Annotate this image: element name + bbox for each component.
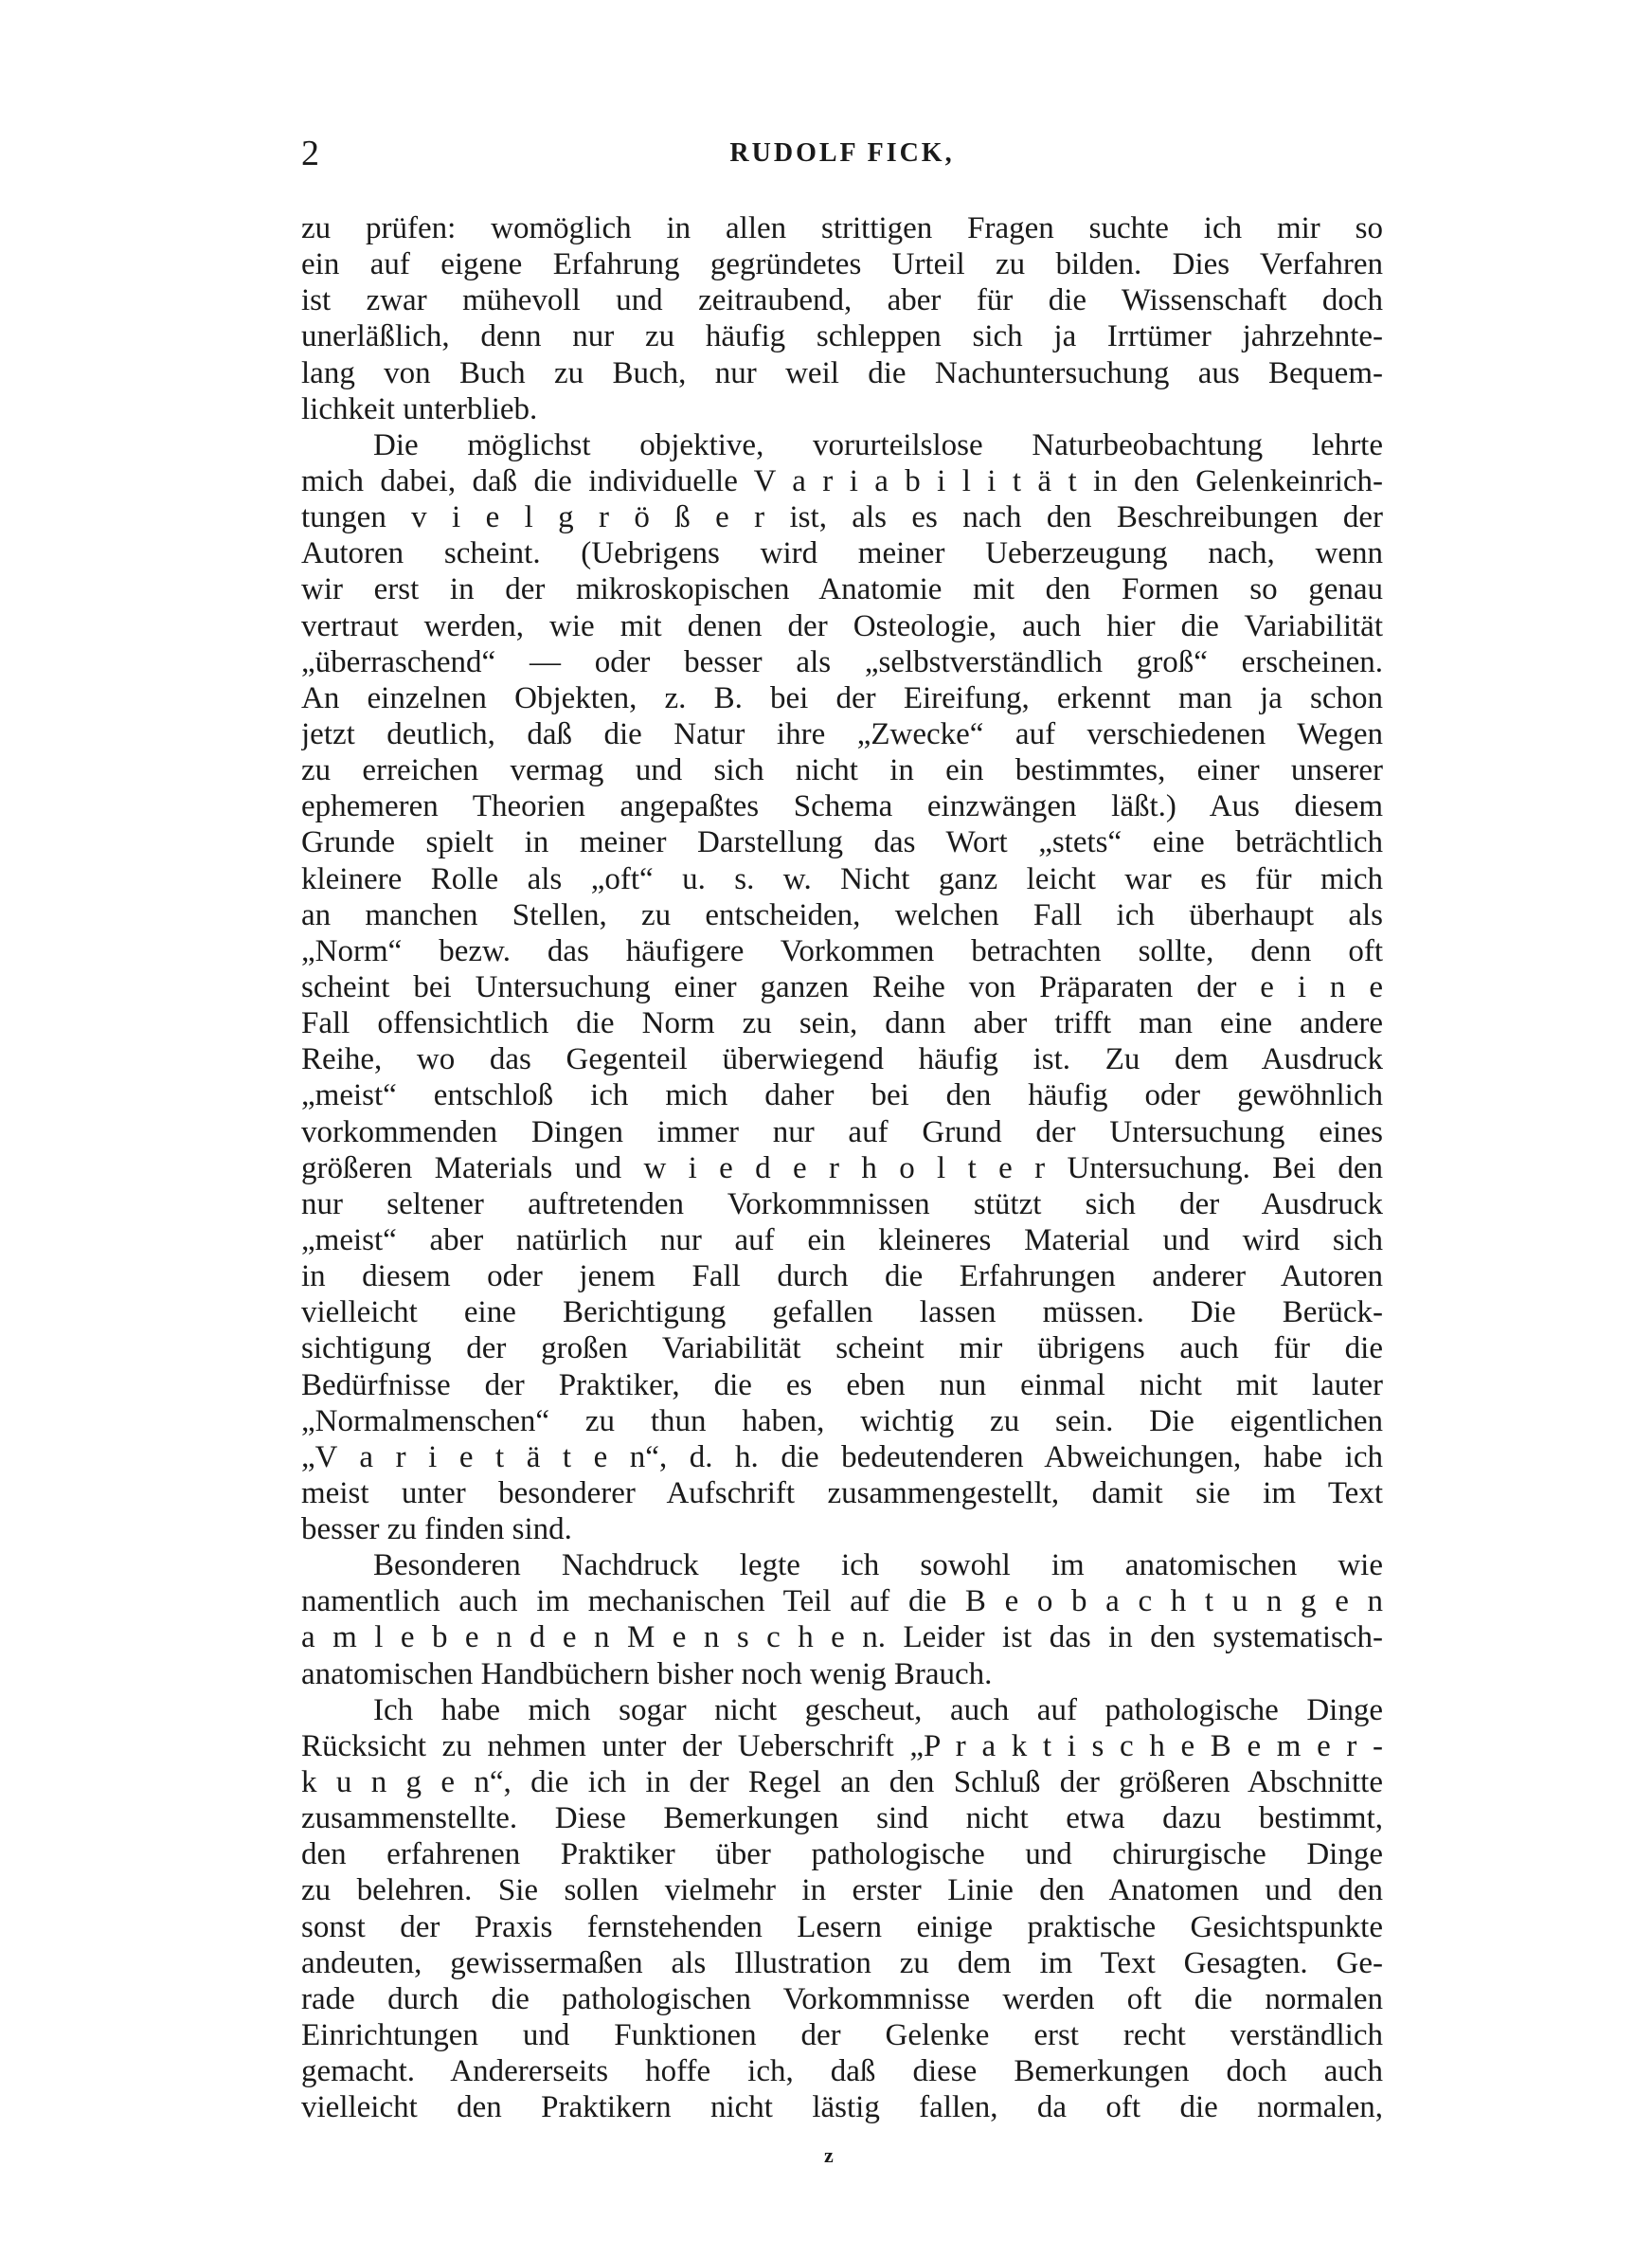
text-line: „überraschend“ — oder besser als „selbstverständlich groß“ erscheinen. (301, 644, 1383, 679)
text-line: „Norm“ bezw. das häufigere Vorkommen betrachten sollte, denn oft (301, 933, 1383, 968)
text-line: sichtigung der großen Variabilität scheint mir übrigens auch für die (301, 1331, 1383, 1366)
text-line: ist zwar mühevoll und zeitraubend, aber für die Wissenschaft doch (301, 283, 1383, 318)
text-line: meist unter besonderer Aufschrift zusammengestellt, damit sie im Text (301, 1475, 1383, 1510)
text-line: „meist“ aber natürlich nur auf ein kleineres Material und wird sich (301, 1222, 1383, 1257)
text-line: lichkeit unterblieb. (301, 391, 538, 426)
running-head: RUDOLF FICK, (729, 138, 955, 168)
text-line: tungen v i e l g r ö ß e r ist, als es nach den Beschreibungen der (301, 500, 1383, 535)
text-line: vertraut werden, wie mit denen der Osteologie, auch hier die Variabilität (301, 608, 1383, 643)
text-line: ephemeren Theorien angepaßtes Schema einzwängen läßt.) Aus diesem (301, 789, 1383, 824)
text-line: lang von Buch zu Buch, nur weil die Nachuntersuchung aus Bequem- (301, 355, 1383, 390)
text-line: kleinere Rolle als „oft“ u. s. w. Nicht ganz leicht war es für mich (301, 861, 1383, 896)
text-line: ein auf eigene Erfahrung gegründetes Urteil zu bilden. Dies Verfahren (301, 247, 1383, 282)
text-line: Autoren scheint. (Uebrigens wird meiner Ueberzeugung nach, wenn (301, 536, 1383, 571)
text-line: andeuten, gewissermaßen als Illustration zu dem im Text Gesagten. Ge- (301, 1945, 1383, 1980)
text-line: vorkommenden Dingen immer nur auf Grund der Untersuchung eines (301, 1114, 1383, 1149)
page-header (301, 133, 1383, 180)
text-line: Rücksicht zu nehmen unter der Ueberschrift „P r a k t i s c h e B e m e r - (301, 1728, 1383, 1763)
text-line: rade durch die pathologischen Vorkommnisse werden oft die normalen (301, 1981, 1383, 2016)
text-line: gemacht. Andererseits hoffe ich, daß diese Bemerkungen doch auch (301, 2054, 1383, 2089)
text-line: mich dabei, daß die individuelle V a r i a b i l i t ä t in den Gelenkeinrich- (301, 463, 1383, 498)
text-line: Bedürfnisse der Praktiker, die es eben nun einmal nicht mit lauter (301, 1367, 1383, 1402)
text-line: unerläßlich, denn nur zu häufig schleppen sich ja Irrtümer jahrzehnte- (301, 319, 1383, 354)
text-line: a m l e b e n d e n M e n s c h e n. Leider ist das in den systematisch- (301, 1620, 1383, 1655)
text-line: vielleicht den Praktikern nicht lästig fallen, da oft die normalen, (301, 2090, 1383, 2125)
text-line: Reihe, wo das Gegenteil überwiegend häufig ist. Zu dem Ausdruck (301, 1042, 1383, 1077)
text-line: größeren Materials und w i e d e r h o l t e r Untersuchung. Bei den (301, 1150, 1383, 1185)
text-line: jetzt deutlich, daß die Natur ihre „Zwecke“ auf verschiedenen Wegen (301, 716, 1383, 751)
text-line: anatomischen Handbüchern bisher noch wenig Brauch. (301, 1656, 993, 1691)
text-line: namentlich auch im mechanischen Teil auf die B e o b a c h t u n g e n (301, 1584, 1383, 1619)
text-line: Einrichtungen und Funktionen der Gelenke erst recht verständlich (301, 2018, 1383, 2053)
text-line: wir erst in der mikroskopischen Anatomie mit den Formen so genau (301, 572, 1383, 607)
text-line: Die möglichst objektive, vorurteilslose Naturbeobachtung lehrte (373, 427, 1383, 462)
signature-mark: z (824, 2143, 834, 2167)
text-line: An einzelnen Objekten, z. B. bei der Eireifung, erkennt man ja schon (301, 680, 1383, 715)
text-line: „Normalmenschen“ zu thun haben, wichtig zu sein. Die eigentlichen (301, 1403, 1383, 1438)
text-line: besser zu finden sind. (301, 1512, 572, 1547)
text-line: zu belehren. Sie sollen vielmehr in erster Linie den Anatomen und den (301, 1873, 1383, 1908)
text-line: nur seltener auftretenden Vorkommnissen stützt sich der Ausdruck (301, 1186, 1383, 1221)
text-line: sonst der Praxis fernstehenden Lesern einige praktische Gesichtspunkte (301, 1909, 1383, 1944)
text-line: „meist“ entschloß ich mich daher bei den häufig oder gewöhnlich (301, 1078, 1383, 1113)
text-line: „V a r i e t ä t e n“, d. h. die bedeutenderen Abweichungen, habe ich (301, 1439, 1383, 1474)
text-line: scheint bei Untersuchung einer ganzen Reihe von Präparaten der e i n e (301, 969, 1383, 1004)
text-line: Besonderen Nachdruck legte ich sowohl im anatomischen wie (373, 1548, 1383, 1583)
text-line: k u n g e n“, die ich in der Regel an den Schluß der größeren Abschnitte (301, 1765, 1383, 1800)
body-text (301, 210, 1383, 2125)
text-line: zu prüfen: womöglich in allen strittigen Fragen suchte ich mir so (301, 211, 1383, 245)
text-line: den erfahrenen Praktiker über pathologische und chirurgische Dinge (301, 1837, 1383, 1872)
page-number: 2 (301, 134, 319, 173)
text-line: Fall offensichtlich die Norm zu sein, dann aber trifft man eine andere (301, 1006, 1383, 1041)
text-line: vielleicht eine Berichtigung gefallen lassen müssen. Die Berück- (301, 1295, 1383, 1330)
text-line: zu erreichen vermag und sich nicht in ein bestimmtes, einer unserer (301, 753, 1383, 788)
text-line: zusammenstellte. Diese Bemerkungen sind nicht etwa dazu bestimmt, (301, 1801, 1383, 1836)
text-line: Ich habe mich sogar nicht gescheut, auch auf pathologische Dinge (373, 1692, 1383, 1727)
text-line: an manchen Stellen, zu entscheiden, welchen Fall ich überhaupt als (301, 897, 1383, 932)
text-line: Grunde spielt in meiner Darstellung das Wort „stets“ eine beträchtlich (301, 825, 1383, 860)
text-line: in diesem oder jenem Fall durch die Erfahrungen anderer Autoren (301, 1259, 1383, 1294)
